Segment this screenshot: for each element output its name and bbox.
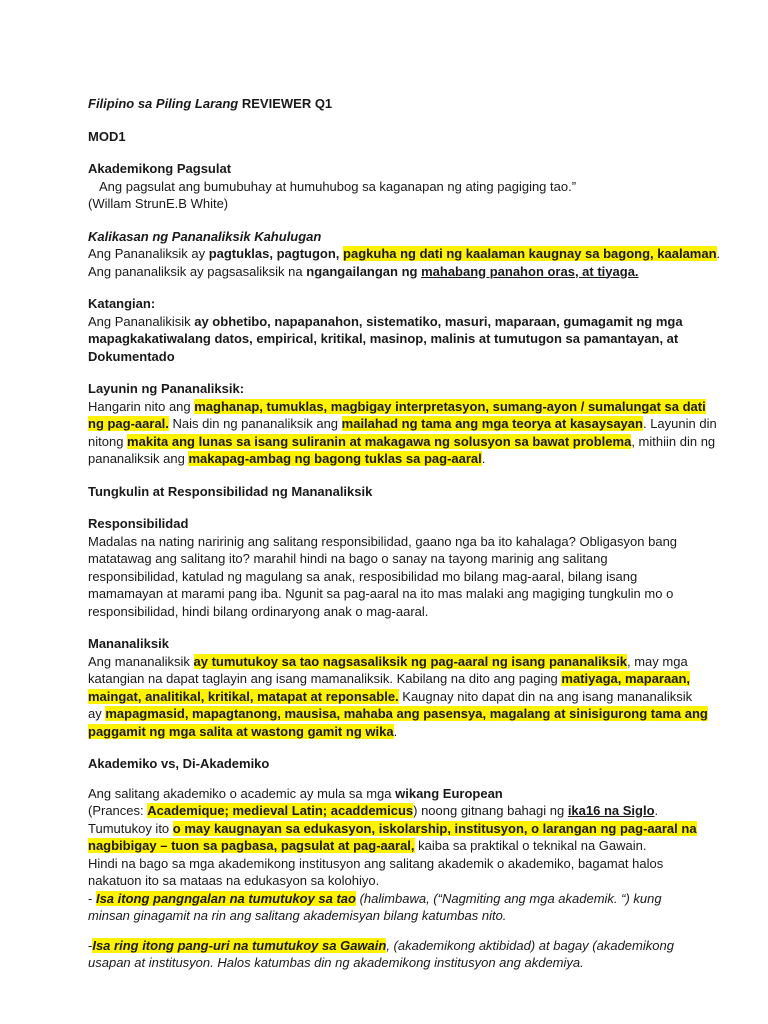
paragraph-line: Ang salitang akademiko o academic ay mula sa mga wikang European [88,785,503,801]
paragraph-line: usapan at institusyon. Halos katumbas din ng akademikong institusyon ang akdemiya. [88,955,584,970]
highlight: Isa itong pangngalan na tumutukoy sa tao [95,890,356,906]
paragraph-line: Ang mananaliksik ay tumutukoy sa tao nagsasaliksik ng pag-aaral ng isang pananaliksik, may mga [88,653,688,669]
paragraph-line: Dokumentado [88,348,175,364]
highlight: ng pag-aaral. [88,416,169,431]
paragraph-line: Ang Pananaliksik ay pagtuklas, pagtugon, pagkuha ng dati ng kaalaman kaugnay sa bagong, kaalaman. [88,246,721,261]
paragraph-line: nakatuon ito sa mataas na edukasyon sa kolohiyo. [88,873,380,888]
highlight: o may kaugnayan sa edukasyon, iskolarship, institusyon, o larangan ng pag-aaral na [172,820,697,836]
document-title [88,95,678,113]
paragraph-line: mapagkakatiwalang datos, empirical, kritikal, masinop, malinis at tumutugon sa pamantayan, at [88,331,679,346]
paragraph-line: Ang pananaliksik ay pagsasaliksik na ngangailangan ng mahabang panahon oras, at tiyaga. [88,263,639,279]
highlight: paggamit ng mga salita at wastong gamit ng wika [88,723,394,739]
underlined-text: mahabang panahon oras, at tiyaga. [421,263,639,279]
title-rest: REVIEWER Q1 [238,96,333,111]
highlight: makita ang lunas sa isang suliranin at makagawa ng solusyon sa bawat problema [127,433,632,449]
underlined-text: ika16 na Siglo [567,803,655,818]
highlight: nagbibigay – tuon sa pagbasa, pagsulat at pag-aaral, [88,838,415,853]
highlight: makapag-ambag ng bagong tuklas sa pag-aaral [188,451,482,466]
document-body [88,95,721,972]
paragraph-line: -Isa ring itong pang-uri na tumutukoy sa Gawain, (akademikong aktibidad) at bagay (akademikong [88,937,674,953]
highlight: matiyaga, maparaan, [561,671,691,686]
paragraph-line: Madalas na nating naririnig ang salitang responsibilidad, gaano nga ba ito kahalaga? Obligasyon bang [88,533,678,549]
section-heading-kahulugan: Kalikasan ng Pananaliksik Kahulugan [88,228,322,244]
paragraph-line: - Isa itong pangngalan na tumutukoy sa tao (halimbawa, (“Nagmiting ang mga akademik. “) kung [88,890,662,906]
section-heading-akademiko-vs-di-akademiko: Akademiko vs, Di-Akademiko [88,756,270,771]
quote-attribution: (Willam StrunE.B White) [88,196,229,211]
highlight: mailahad ng tama ang mga teorya at kasaysayan [341,416,643,431]
highlight: pagkuha ng dati ng kaalaman kaugnay sa bagong, kaalaman [343,246,717,261]
paragraph-line: Tumutukoy ito o may kaugnayan sa edukasyon, iskolarship, institusyon, o larangan ng pag-aaral na [88,820,697,836]
title-italic: Filipino sa Piling Larang [88,96,239,111]
highlight: Academique; medieval Latin; acaddemicus [147,803,414,818]
paragraph-line: (Prances: Academique; medieval Latin; acaddemicus) noong gitnang bahagi ng ika16 na Siglo. [88,803,659,818]
highlight: mapagmasid, mapagtanong, mausisa, mahaba ang pasensya, magalang at sinisigurong tama ang [105,706,708,721]
quote-text: Ang pagsulat ang bumubuhay at humuhubog sa kaganapan ng ating pagiging tao.” [99,178,577,194]
paragraph-line: pananaliksik ang makapag-ambag ng bagong tuklas sa pag-aaral. [88,451,486,466]
section-heading-layunin: Layunin ng Pananaliksik: [88,381,245,396]
paragraph-line: paggamit ng mga salita at wastong gamit ng wika. [88,723,398,739]
module-label: MOD1 [88,128,126,144]
paragraph-line: nitong makita ang lunas sa isang suliranin at makagawa ng solusyon sa bawat problema, mithiin din ng [88,433,716,449]
paragraph-line: responsibilidad, hindi bilang ordinaryong anak o mag-aaral. [88,603,429,619]
highlight: maghanap, tumuklas, magbigay interpretasyon, sumang-ayon / sumalungat sa dati [194,398,706,414]
paragraph-line: Hindi na bago sa mga akademikong institusyon ang salitang akademik o akademiko, bagamat halos [88,855,664,871]
paragraph-line: ng pag-aaral. Nais din ng pananaliksik ang mailahad ng tama ang mga teorya at kasaysayan. Layunin din [88,416,717,431]
paragraph-line: matatawag ang salitang ito? marahil hindi na bago o sanay na tayong marinig ang salitang [88,551,608,566]
paragraph-line: ay mapagmasid, mapagtanong, mausisa, mahaba ang pasensya, magalang at sinisigurong tama ang [88,706,708,721]
paragraph-line: maingat, analitikal, kritikal, matapat at reponsable. Kaugnay nito dapat din na ang isang mananaliksik [88,688,693,704]
highlight: Isa ring itong pang-uri na tumutukoy sa Gawain [92,937,387,953]
paragraph-line: responsibilidad, katulad ng magulang sa anak, resposibilidad mo bilang mag-aaral, bilang isang [88,568,638,584]
paragraph-line: mamamayan at marami pang iba. Ngunit sa pag-aaral na ito mas malaki ang magiging tungkulin mo o [88,586,674,601]
section-heading-responsibilidad: Responsibilidad [88,516,189,531]
paragraph-line: katangian na dapat taglayin ang isang mamanaliksik. Kabilang na dito ang paging matiyaga, maparaan, [88,671,691,686]
paragraph-line: minsan ginagamit na rin ang salitang akademisyan bilang katumbas nito. [88,908,507,923]
highlight: maingat, analitikal, kritikal, matapat at reponsable. [88,688,399,704]
section-heading-tungkulin: Tungkulin at Responsibilidad ng Mananaliksik [88,483,373,499]
highlight: ay tumutukoy sa tao nagsasaliksik ng pag-aaral ng isang pananaliksik [193,653,627,669]
paragraph-line: Hangarin nito ang maghanap, tumuklas, magbigay interpretasyon, sumang-ayon / sumalungat sa dati [88,398,706,414]
section-heading-mananaliksik: Mananaliksik [88,636,169,651]
paragraph-line: Ang Pananalikisik ay obhetibo, napapanahon, sistematiko, masuri, maparaan, gumagamit ng mga [88,313,683,329]
section-heading-akademikong-pagsulat: Akademikong Pagsulat [88,161,232,176]
paragraph-line: nagbibigay – tuon sa pagbasa, pagsulat at pag-aaral, kaiba sa praktikal o teknikal na Gawain. [88,838,647,853]
section-heading-katangian: Katangian: [88,296,156,311]
